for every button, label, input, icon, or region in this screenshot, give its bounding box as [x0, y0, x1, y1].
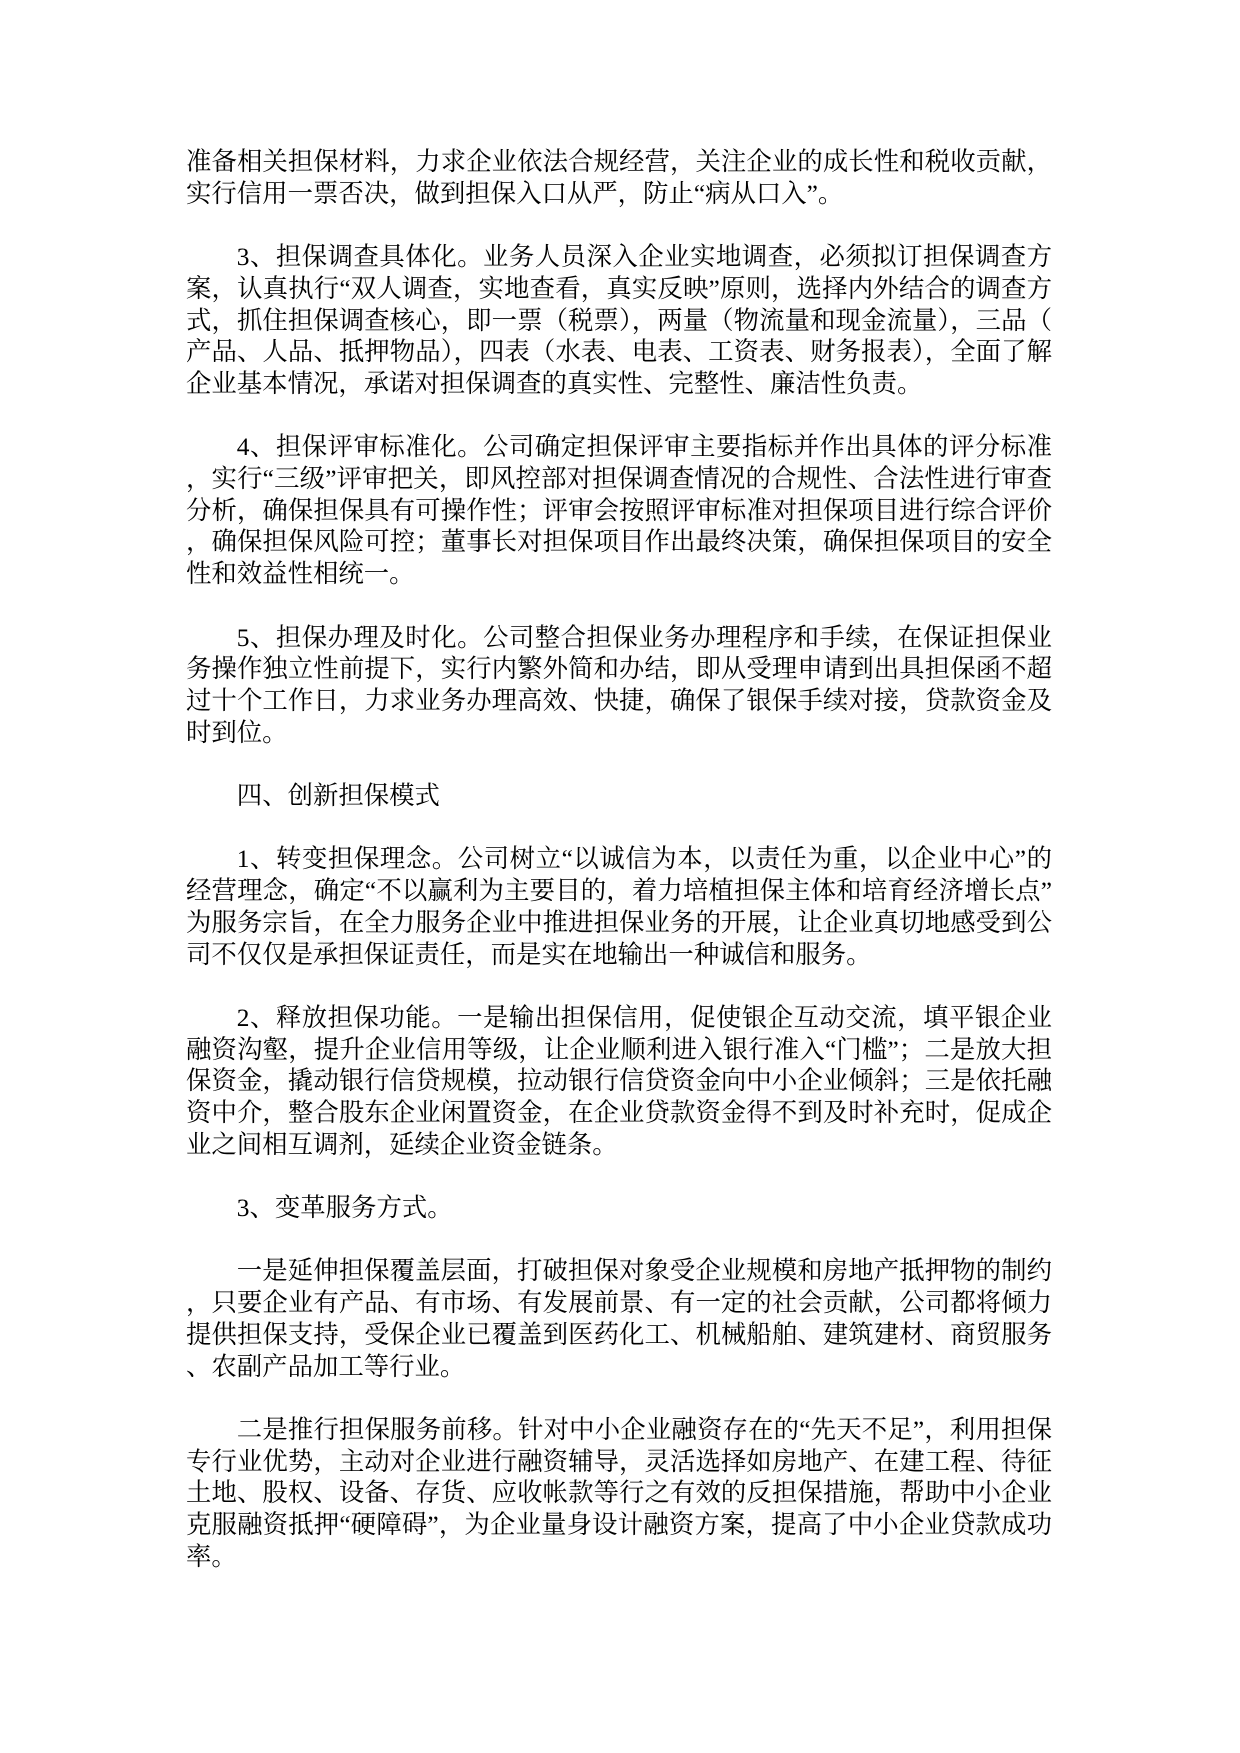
paragraph: 3、担保调查具体化。业务人员深入企业实地调查，必须拟订担保调查方案，认真执行“双人调查，实地查看，真实反映”原则，选择内外结合的调查方式，抓住担保调查核心，即一票（税票），两量（物流量和现金流量），三品（产品、人品、抵押物品），四表（水表、电表、工资表、财务报表），全面了解企业基本情况，承诺对担保调查的真实性、完整性、廉洁性负责。	[186, 243, 1052, 398]
paragraph: 准备相关担保材料，力求企业依法合规经营，关注企业的成长性和税收贡献，实行信用一票否决，做到担保入口从严，防止“病从口入”。	[186, 148, 1052, 208]
paragraph: 4、担保评审标准化。公司确定担保评审主要指标并作出具体的评分标准，实行“三级”评审把关，即风控部对担保调查情况的合规性、合法性进行审查分析，确保担保具有可操作性；评审会按照评审标准对担保项目进行综合评价，确保担保风险可控；董事长对担保项目作出最终决策，确保担保项目的安全性和效益性相统一。	[186, 433, 1052, 589]
paragraph-list	[186, 147, 1052, 1574]
paragraph: 5、担保办理及时化。公司整合担保业务办理程序和手续，在保证担保业务操作独立性前提下，实行内繁外简和办结，即从受理申请到出具担保函不超过十个工作日，力求业务办理高效、快捷，确保了银保手续对接，贷款资金及时到位。	[186, 623, 1052, 747]
paragraph: 二是推行担保服务前移。针对中小企业融资存在的“先天不足”，利用担保专行业优势，主动对企业进行融资辅导，灵活选择如房地产、在建工程、待征土地、股权、设备、存货、应收帐款等行之有效的反担保措施，帮助中小企业克服融资抵押“硬障碍”，为企业量身设计融资方案，提高了中小企业贷款成功率。	[186, 1415, 1052, 1571]
paragraph: 1、转变担保理念。公司树立“以诚信为本，以责任为重，以企业中心”的经营理念，确定“不以赢利为主要目的，着力培植担保主体和培育经济增长点”为服务宗旨，在全力服务企业中推进担保业务的开展，让企业真切地感受到公司不仅仅是承担保证责任，而是实在地输出一种诚信和服务。	[186, 845, 1052, 969]
paragraph: 3、变革服务方式。	[236, 1194, 453, 1223]
document-body	[186, 147, 1052, 1574]
paragraph: 2、释放担保功能。一是输出担保信用，促使银企互动交流，填平银企业融资沟壑，提升企业信用等级，让企业顺利进入银行准入“门槛”；二是放大担保资金，撬动银行信贷规模，拉动银行信贷资金向中小企业倾斜；三是依托融资中介，整合股东企业闲置资金，在企业贷款资金得不到及时补充时，促成企业之间相互调剂，延续企业资金链条。	[186, 1003, 1052, 1159]
paragraph: 一是延伸担保覆盖层面，打破担保对象受企业规模和房地产抵押物的制约，只要企业有产品、有市场、有发展前景、有一定的社会贡献，公司都将倾力提供担保支持，受保企业已覆盖到医药化工、机械船舶、建筑建材、商贸服务、农副产品加工等行业。	[186, 1257, 1052, 1381]
section-heading: 四、创新担保模式	[236, 782, 440, 810]
